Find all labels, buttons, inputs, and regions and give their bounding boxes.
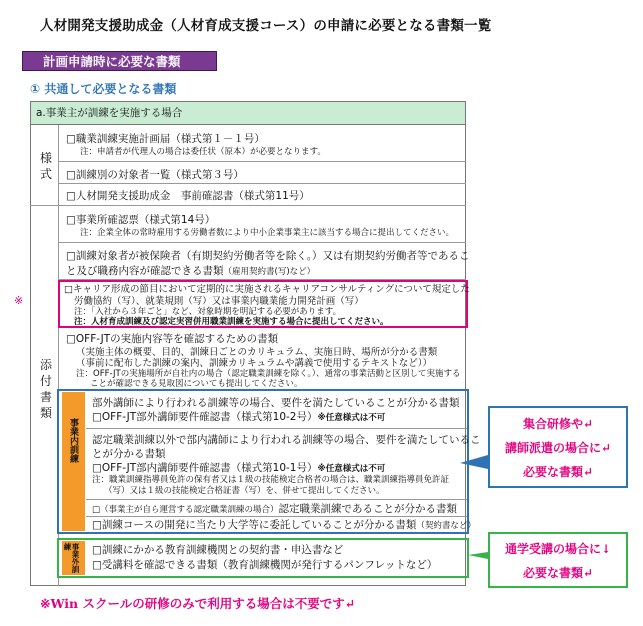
list-item-note: □（事業主が自ら運営する認定職業訓練の場合）: [92, 505, 279, 515]
blue-callout-pointer: [460, 455, 488, 469]
list-item-note: 注：OFF-JTの実施場所が自社内の場合（認定職業訓練を除く。）、通常の事業活動と区別して実施する: [76, 369, 461, 379]
external-label: 事業外訓練: [63, 543, 80, 573]
list-item: 労働協約（写）、就業規則（写）又は事業内職業能力開発計画（写）: [74, 296, 364, 307]
list-item: [66, 264, 315, 278]
list-item-note: 注：企業全体の常時雇用する労働者数により中小企業事業主に該当する場合に提出してください。: [80, 228, 455, 238]
in-house-label: 事業内訓練: [68, 418, 78, 463]
callout-line: 必要な書類↵: [522, 465, 594, 479]
row-divider: [58, 183, 466, 184]
category-tenpu: 添付書類: [39, 358, 52, 420]
list-item: 認定職業訓練以外で部内講師により行われる訓練等の場合、要件を満たしているこ: [92, 434, 481, 446]
row-divider: [58, 242, 466, 243]
list-item: [92, 502, 457, 516]
list-item: [92, 461, 385, 475]
list-item-note: （事前に配布した訓練の案内、訓練カリキュラムや講義で使用するテキストなど））: [76, 358, 432, 369]
list-item-note: 注：申請者が代理人の場合は委任状（原本）が必要となります。: [80, 147, 326, 157]
list-item: □訓練別の対象者一覧（様式第３号）: [66, 169, 244, 181]
list-item: □職業訓練実施計画届（様式第１－１号）: [66, 133, 265, 145]
list-item: □OFF-JTの実施内容等を確認するための書類: [66, 333, 279, 345]
kome-mark: ※: [14, 294, 24, 307]
list-item: □キャリア形成の節目において定期的に実施されるキャリアコンサルティングについて規定した: [64, 284, 470, 295]
section-band: 計画申請時に必要な書類: [22, 51, 217, 71]
list-item: □訓練にかかる教育訓練機関との契約書・申込書など: [92, 544, 344, 556]
list-item-text: と及び職務内容が確認できる書類: [66, 265, 224, 277]
list-item: 部外講師により行われる訓練等の場合、要件を満たしていることが分かる書類: [92, 397, 460, 409]
list-item-note: 注：人材育成訓練及び認定実習併用職業訓練を実施する場合に提出してください。: [74, 317, 389, 327]
list-item-note: （写）又は１級の技能検定合格証書（写）を、併せて提出してください。: [104, 486, 385, 496]
list-item-text: □訓練コースの開発に当たり大学等に委託していることが分かる書類: [92, 519, 417, 531]
footer-note: ※Win スクールの研修のみで利用する場合は不要です↵: [40, 596, 356, 611]
page-title: 人材開発支援助成金（人材育成支援コース）の申請に必要となる書類一覧: [40, 18, 492, 34]
category-yoshiki: 様式: [39, 151, 52, 181]
list-item-note: 注：「入社から３年ごと」など、対象時期を明記する必要があります。: [74, 307, 342, 317]
green-callout-pointer: [468, 552, 488, 559]
list-item: □訓練対象者が被保険者（有期契約労働者等を除く。）又は有期契約労働者等であるこ: [66, 250, 470, 262]
callout-line: 通学受講の場合に↓: [504, 542, 612, 556]
list-item: [92, 410, 385, 424]
list-item-text: 認定職業訓練であることが分かる書類: [278, 503, 458, 515]
list-item: [92, 518, 476, 532]
callout-line: 講師派遣の場合に↵: [504, 441, 612, 455]
list-item: □受講料を確認できる書類（教育訓練機関が発行するパンフレットなど）: [92, 559, 438, 571]
list-item-note: ことが確認できる見取図についても提出してください。: [90, 379, 303, 389]
list-item-note: （雇用契約書(写)など）: [223, 267, 316, 277]
table-header: a.事業主が訓練を実施する場合: [30, 101, 466, 125]
row-divider: [86, 428, 467, 429]
list-item: とが分かる書類: [92, 448, 166, 460]
list-item-note: （実施主体の概要、目的、訓練日ごとのカリキュラム、実施日時、場所が分かる書類: [76, 347, 438, 358]
row-divider: [86, 516, 467, 517]
blue-callout: [488, 406, 628, 488]
callout-line: 必要な書類↵: [522, 566, 594, 580]
row-divider: [86, 499, 467, 500]
list-item-text: □OFF-JT部外講師要件確認書（様式第10-2号）: [92, 411, 318, 423]
list-item: □事業所確認票（様式第14号）: [66, 214, 216, 226]
list-item-tag: ※任意様式は不可: [317, 464, 386, 474]
subsection-title: ① 共通して必要となる書類: [30, 82, 177, 96]
list-item: □人材開発支援助成金 事前確認書（様式第11号）: [66, 190, 310, 202]
list-item-note: （契約書など）: [416, 521, 476, 531]
green-callout: [488, 532, 628, 588]
list-item-tag: ※任意様式は不可: [317, 413, 386, 423]
list-item-text: □OFF-JT部内講師要件確認書（様式第10-1号）: [92, 462, 318, 474]
list-item-note: 注：職業訓練指導員免許の保有者又は１級の技能検定合格者の場合は、職業訓練指導員免許証: [92, 475, 450, 485]
section-divider: [30, 205, 466, 206]
row-divider: [58, 161, 466, 162]
callout-line: 集合研修や↵: [522, 417, 594, 431]
